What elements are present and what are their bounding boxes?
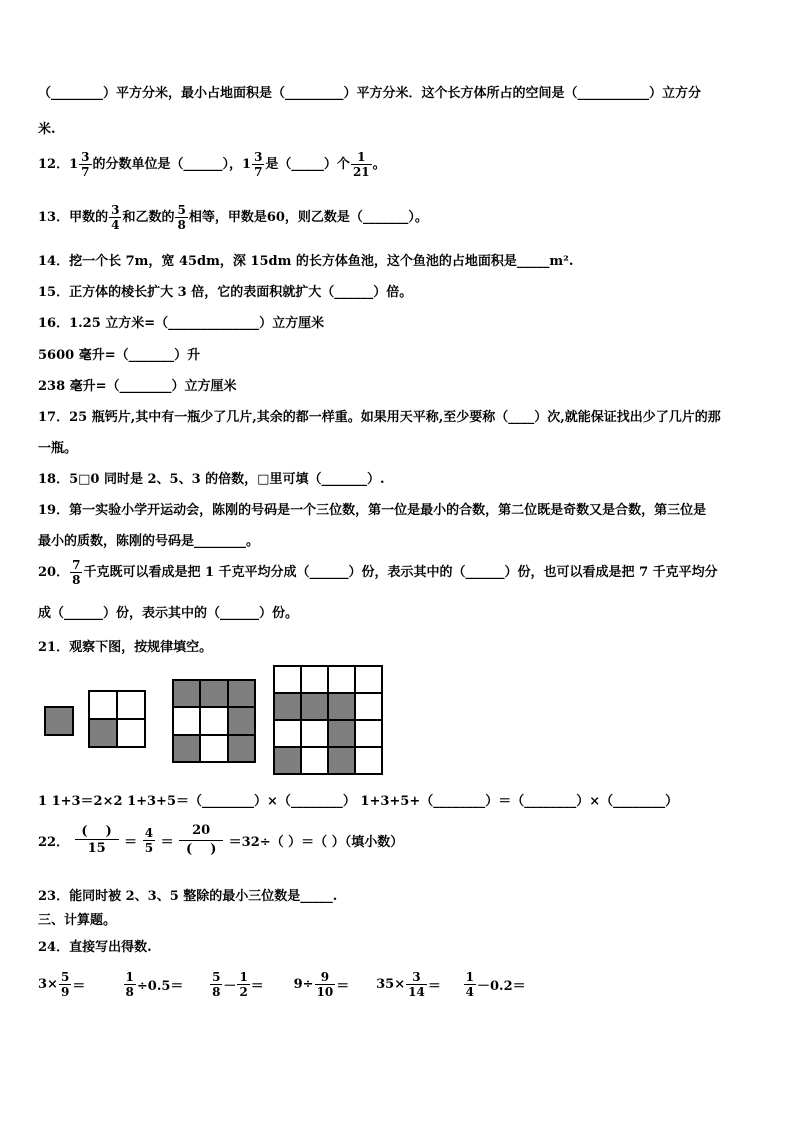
shaded-cell <box>274 747 301 774</box>
q13: 13．甲数的 $\frac{3}{4}$ 和乙数的 $\frac{5}{8}$ 相等，甲数是60，则乙数是（_______）。 <box>38 203 428 232</box>
q22-fraction3: $\frac{20}{( )}$ <box>179 822 223 859</box>
expr-3: $\frac{5}{8}$ － $\frac{1}{2}$ ＝ <box>212 970 264 999</box>
shaded-cell <box>173 680 200 707</box>
q22: 22． $\frac{( )}{15}$ ＝ $\frac{4}{5}$ ＝ $\frac{20}{( )}$ ＝32÷（ ）＝（ ）（填小数） <box>38 823 404 857</box>
expr-2: $\frac{1}{8}$ ÷0.5＝ <box>125 970 184 999</box>
q12 <box>38 150 386 179</box>
empty-cell <box>89 691 117 719</box>
q20-line1: 20． $\frac{7}{8}$ 千克既可以看成是把 1 千克平均分成（______）份，表示其中的（______）份，也可以看成是把 7 千克平均分 <box>38 558 718 587</box>
q14: 14．挖一个长 7m，宽 45dm，深 15dm 的长方体鱼池，这个鱼池的占地面积是_____m². <box>38 254 574 269</box>
q16-a: 16．1.25 立方米=（______________）立方厘米 <box>38 316 325 331</box>
empty-cell <box>355 747 382 774</box>
q13-fraction2: $\frac{5}{8}$ <box>177 203 186 232</box>
shaded-cell <box>45 707 73 735</box>
empty-cell <box>355 720 382 747</box>
empty-cell <box>301 747 328 774</box>
figure-grid-2x2 <box>88 690 146 748</box>
empty-cell <box>274 666 301 693</box>
q12-number: 12． <box>38 157 70 172</box>
q15: 15．正方体的棱长扩大 3 倍，它的表面积就扩大（______）倍。 <box>38 285 413 300</box>
empty-cell <box>328 666 355 693</box>
empty-cell <box>301 720 328 747</box>
empty-cell <box>355 693 382 720</box>
q23: 23．能同时被 2、3、5 整除的最小三位数是_____. <box>38 889 338 904</box>
q12-text3: 。 <box>372 157 386 172</box>
q16-b: 5600 毫升=（_______）升 <box>38 348 201 363</box>
empty-cell <box>117 691 145 719</box>
expr-1: 3× $\frac{5}{9}$ ＝ <box>38 970 86 999</box>
shaded-cell <box>301 693 328 720</box>
q20-line2: 成（______）份，表示其中的（______）份。 <box>38 606 299 621</box>
q19-line1: 19．第一实验小学开运动会，陈刚的号码是一个三位数，第一位是最小的合数，第二位既是奇数又是合数，第三位是 <box>38 503 707 518</box>
shaded-cell <box>173 735 200 762</box>
q19-line2: 最小的质数，陈刚的号码是________。 <box>38 534 260 549</box>
q12-fraction: $\frac{3}{7}$ <box>81 150 90 179</box>
shaded-cell <box>200 680 227 707</box>
expr-4: 9÷ $\frac{9}{10}$ ＝ <box>293 970 350 999</box>
shaded-cell <box>328 720 355 747</box>
q12-fraction2: $\frac{3}{7}$ <box>254 150 263 179</box>
q24-title: 24．直接写出得数. <box>38 940 152 955</box>
q17-line2: 一瓶。 <box>38 441 78 456</box>
shaded-cell <box>228 735 255 762</box>
q17-line1: 17．25 瓶钙片,其中有一瓶少了几片,其余的都一样重。如果用天平称,至少要称（____）次,就能保证找出少了几片的那 <box>38 410 721 425</box>
empty-cell <box>355 666 382 693</box>
shaded-cell <box>228 680 255 707</box>
shaded-cell <box>228 707 255 734</box>
shaded-cell <box>328 747 355 774</box>
figure-grid-1x1 <box>44 706 74 736</box>
q12-text1: 的分数单位是（______）， <box>92 157 243 172</box>
q21-title: 21．观察下图，按规律填空。 <box>38 640 213 655</box>
q21-formula: 1 1+3＝2×2 1+3+5＝（________）×（________） 1+3+5+（________）＝（________）×（________） <box>38 794 679 809</box>
q20-fraction: $\frac{7}{8}$ <box>72 558 81 587</box>
q12-fraction3: $\frac{1}{21}$ <box>352 150 370 179</box>
empty-cell <box>200 707 227 734</box>
shaded-cell <box>89 719 117 747</box>
expr-5: 35× $\frac{3}{14}$ ＝ <box>376 970 441 999</box>
figure-grid-3x3 <box>172 679 256 763</box>
q16-c: 238 毫升=（________）立方厘米 <box>38 379 237 394</box>
q22-fraction1: $\frac{( )}{15}$ <box>75 823 119 858</box>
empty-cell <box>173 707 200 734</box>
empty-cell <box>117 719 145 747</box>
empty-cell <box>200 735 227 762</box>
q12-whole: 1 <box>69 157 79 172</box>
q11-line2: 米. <box>38 122 56 137</box>
q13-fraction1: $\frac{3}{4}$ <box>111 203 120 232</box>
q12-text2: 是（_____）个 <box>265 157 350 172</box>
q22-fraction2: $\frac{4}{5}$ <box>144 826 154 855</box>
q11-line1: （________）平方分米，最小占地面积是（_________）平方分米．这个长方体所占的空间是（___________）立方分 <box>38 86 702 101</box>
q12-whole2: 1 <box>242 157 252 172</box>
section-3-heading: 三、计算题。 <box>38 913 117 928</box>
q18: 18．5□0 同时是 2、5、3 的倍数，□里可填（_______）. <box>38 472 385 487</box>
figure-grid-4x4 <box>273 665 383 775</box>
empty-cell <box>274 720 301 747</box>
empty-cell <box>301 666 328 693</box>
expr-6: $\frac{1}{4}$ －0.2＝ <box>465 970 526 999</box>
shaded-cell <box>274 693 301 720</box>
q24-expressions <box>38 970 543 999</box>
shaded-cell <box>328 693 355 720</box>
